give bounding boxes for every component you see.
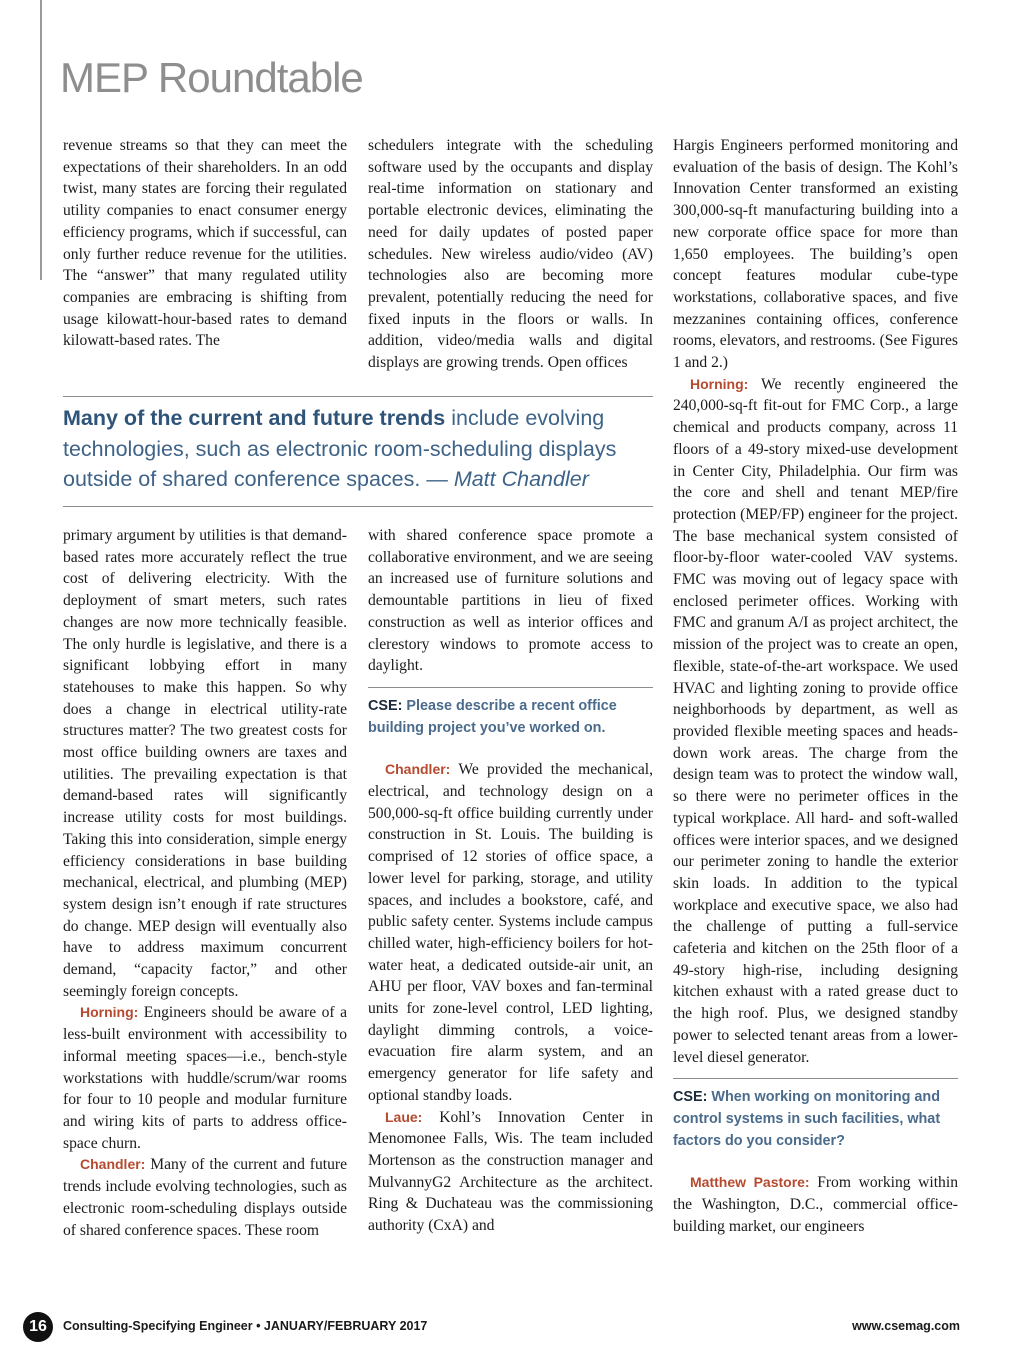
paragraph: schedulers integrate with the scheduling software used by the occupants and display real-time information on stationary and portable electronic devices, eliminating the need for daily updates of posted paper schedules. New wireless audio/video (AV) technologies also are becoming more prevalent, potentially reducing the need for fixed inputs in the floors or walls. In addition, video/media walls and digital displays are growing trends. Open offices (368, 137, 653, 372)
column-2-bottom (368, 525, 653, 1237)
paragraph (63, 1154, 347, 1241)
question-label: CSE: (368, 697, 403, 714)
paragraph-text: We provided the mechanical, electrical, and technology design on a 500,000-sq-ft office building currently under construction in St. Louis. The building is comprised of 12 stories of office space, a lower level for parking, storage, and utility spaces, and includes a bookstore, café, and public safety center. Systems include campus chilled water, high-efficiency boilers for hot-water heat, a dedicated outside-air unit, an AHU per floor, VAV boxes and fan-terminal units for zone-level control, LED lighting, daylight dimming controls, a voice-evacuation fire alarm system, and an emergency generator for life safety and optional standby loads. (368, 761, 653, 1104)
column-2-top (368, 135, 653, 374)
question-text: Please describe a recent office building project you’ve worked on. (368, 697, 617, 736)
paragraph: Hargis Engineers performed monitoring and evaluation of the basis of design. The Kohl’s Innovation Center transformed an existing 300,000-sq-ft manufacturing building into a new corporate office space for more than 1,650 employees. The building’s open concept features modular cube-type workstations, collaborative spaces, and five mezzanines containing offices, conference rooms, elevators, and restrooms. (See Figures 1 and 2.) (673, 137, 958, 372)
margin-rule (40, 0, 42, 280)
paragraph (368, 759, 653, 1106)
question-label: CSE: (673, 1089, 708, 1106)
pullquote-rule-top (63, 396, 653, 397)
pullquote-body: include evolving technologies, such as electronic room-scheduling displays outside of shared conference spaces. — (63, 406, 617, 491)
paragraph-text: We recently engineered the 240,000-sq-ft fit-out for FMC Corp., a large chemical and products company, across 11 floors of a 49-story mixed-use development in Center City, Philadelphia. Our firm was the core and shell and tenant MEP/fire protection (MEP/FP) engineer for the project. The base mechanical system consisted of floor-by-floor water-cooled VAV systems. FMC was moving out of legacy space with enclosed perimeter offices. Working with FMC and granum A/I as project architect, the mission of the project was to create an open, flexible, state-of-the-art workspace. We used HVAC and lighting zoning to provide office neighborhoods by department, as well as provided flexible meeting spaces and heads-down work areas. The charge from the design team was to protect the window wall, so there were no perimeter offices in the typical workplace. All hard- and soft-walled offices were interior spaces, and we designed our perimeter zoning to handle the exterior skin loads. In addition to the typical workplace and executive space, we also had the challenge of putting a full-service cafeteria and kitchen on the 25th floor of a 49-story high-rise, including designing kitchen exhaust with a rated grease duct to the high roof. Plus, we designed standby power to selected tenant areas from a lower-level diesel generator. (673, 375, 958, 1066)
question-rule (368, 687, 653, 688)
paragraph (673, 374, 958, 1069)
question-rule (673, 1078, 958, 1079)
spacer (673, 1152, 958, 1172)
question (368, 696, 653, 739)
speaker-label: Matthew Pastore: (690, 1174, 810, 1191)
paragraph: primary argument by utilities is that demand-based rates more accurately reflect the true cost of delivering electricity. With the deployment of smart meters, such rates changes are now more technically feasible. The only hurdle is legislative, and there is a significant lobbying effort in many statehouses to make this happen. So why does a change in electrical utility-rate structures matter? The two greatest costs for most office building owners are taxes and utilities. The prevailing expectation is that demand-based rates will significantly increase utility costs for most buildings. Taking this into consideration, simple energy efficiency considerations in base building mechanical, electrical, and plumbing (MEP) system design isn’t enough if rate structures do change. MEP design will eventually also have to address maximum concurrent demand, “capacity factor,” and other seemingly foreign concepts. (63, 527, 347, 1000)
pullquote-lead: Many of the current and future trends (63, 406, 446, 430)
paragraph-text: Kohl’s Innovation Center in Menomonee Falls, Wis. The team included Mortenson as the construction manager and MulvannyG2 Architecture as the architect. Ring & Duchateau was the commissioning authority (CxA) and (368, 1108, 653, 1235)
paragraph: revenue streams so that they can meet the expectations of their shareholders. In an odd twist, many states are forcing their regulated utility companies to enact consumer energy efficiency programs, which if successful, can only further reduce revenue for the utilities. The “answer” that many regulated utility companies are embracing is shifting from usage kilowatt-hour-based rates to demand kilowatt-based rates. The (63, 137, 347, 350)
speaker-label: Chandler: (80, 1156, 146, 1173)
speaker-label: Laue: (385, 1108, 423, 1125)
paragraph (368, 1107, 653, 1237)
paragraph-text: From working within the Washington, D.C., commercial office-building market, our engineers (673, 1174, 958, 1235)
column-3 (673, 135, 958, 1237)
paragraph: with shared conference space promote a collaborative environment, and we are seeing an increased use of furniture solutions and demountable partitions in lieu of fixed construction as well as interior offices and clerestory windows to promote access to daylight. (368, 527, 653, 675)
question-text: When working on monitoring and control systems in such facilities, what factors do you consider? (673, 1089, 941, 1149)
pullquote-rule-bottom (63, 506, 653, 507)
paragraph-text: Engineers should be aware of a less-built environment with accessibility to informal meeting spaces—i.e., bench-style workstations with huddle/scrum/war rooms for four to 10 people and modular furniture and wiring kits of parts to address office-space churn. (63, 1004, 347, 1152)
section-title: MEP Roundtable (60, 54, 363, 101)
page-number: 16 (23, 1312, 53, 1342)
speaker-label: Horning: (690, 375, 749, 392)
speaker-label: Chandler: (385, 761, 451, 778)
pullquote-attribution: Matt Chandler (453, 467, 589, 491)
spacer (368, 739, 653, 759)
column-1-bottom (63, 525, 347, 1241)
website-url: www.csemag.com (852, 1319, 960, 1333)
paragraph (673, 1172, 958, 1237)
paragraph-text: Many of the current and future trends include evolving technologies, such as electronic room-scheduling displays outside of shared conference spaces. These room (63, 1156, 347, 1239)
column-1-top (63, 135, 347, 352)
paragraph (63, 1002, 347, 1154)
publication-info: Consulting-Specifying Engineer • JANUARY/FEBRUARY 2017 (63, 1319, 428, 1333)
question (673, 1087, 958, 1152)
speaker-label: Horning: (80, 1004, 139, 1021)
pullquote (63, 403, 663, 495)
